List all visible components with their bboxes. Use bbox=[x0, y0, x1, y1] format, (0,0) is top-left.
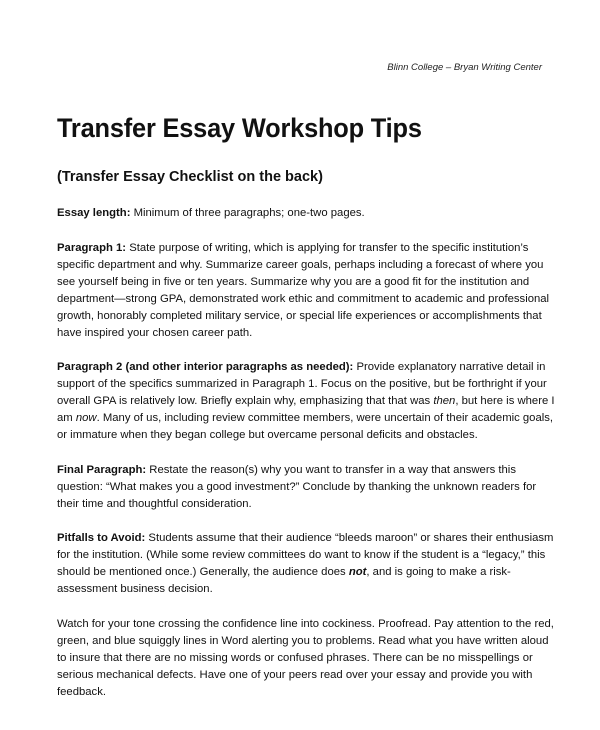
final-paragraph-section bbox=[57, 462, 557, 513]
essay-length-text: Minimum of three paragraphs; one-two pages. bbox=[130, 207, 365, 219]
paragraph1-text: State purpose of writing, which is applying for transfer to the specific institution’s specific department and why. Summarize career goals, perhaps including a forecast of where you see yourself being in five or ten years. Summarize why you are a good fit for the institution and department—strong GPA, demonstrated work ethic and commitment to academic and professional growth, honorably completed military service, or special life experiences or accomplishments that have inspired your chosen career path. bbox=[57, 241, 550, 339]
page-subtitle: (Transfer Essay Checklist on the back) bbox=[57, 169, 323, 185]
pitfalls-text-b: , and is going to make a risk-assessment business decision. bbox=[57, 566, 511, 595]
institution-header: Blinn College – Bryan Writing Center bbox=[387, 62, 542, 73]
final-paragraph-label: Final Paragraph: bbox=[57, 463, 147, 476]
paragraph2-section bbox=[57, 359, 557, 444]
paragraph2-text-a: Provide explanatory narrative detail in support of the specifics summarized in Paragraph 1. Focus on the positive, but be forthright if your overall GPA is relatively low. Briefly explain why, emphasizing that that was bbox=[57, 361, 547, 407]
final-paragraph-text: Restate the reason(s) why you want to transfer in a way that answers this question: “What makes you a good investment?” Conclude by thanking the unknown readers for their time and thoughtful consideration. bbox=[57, 463, 537, 510]
essay-length-paragraph bbox=[57, 205, 557, 222]
paragraph2-text-b: , but here is where I am bbox=[57, 395, 555, 424]
watch-tone-paragraph bbox=[57, 616, 557, 701]
paragraph1-section bbox=[57, 240, 557, 342]
paragraph1-label: Paragraph 1: bbox=[57, 241, 127, 254]
page-title: Transfer Essay Workshop Tips bbox=[57, 113, 422, 143]
essay-length-label: Essay length: bbox=[57, 207, 131, 219]
paragraph2-text-c: . Many of us, including review committee members, were uncertain of their academic goals, or immature when they began college but overcame personal deficits and obstacles. bbox=[57, 412, 554, 441]
pitfalls-label: Pitfalls to Avoid: bbox=[57, 532, 146, 544]
pitfalls-text-a: Students assume that their audience “bleeds maroon” or shares their enthusiasm for the institution. (While some review committees do want to know if the student is a “legacy,” this should be mentioned once.) Generally, the audience does bbox=[57, 532, 554, 578]
pitfalls-emphasis-not: not bbox=[348, 566, 367, 578]
pitfalls-section bbox=[57, 530, 557, 598]
watch-tone-text: Watch for your tone crossing the confidence line into cockiness. Proofread. Pay attention to the red, green, and blue squiggly lines in Word alerting you to problems. Read what you have written aloud to insure that there are no missing words or confused phrases. There can be no misspellings or serious mechanical defects. Have one of your peers read over your essay and provide you with feedback. bbox=[57, 617, 554, 698]
paragraph2-emphasis-now: now bbox=[75, 412, 97, 424]
paragraph2-label: Paragraph 2 (and other interior paragraphs as needed): bbox=[57, 361, 354, 373]
document-body bbox=[57, 205, 557, 718]
paragraph2-emphasis-then: then bbox=[433, 395, 456, 407]
